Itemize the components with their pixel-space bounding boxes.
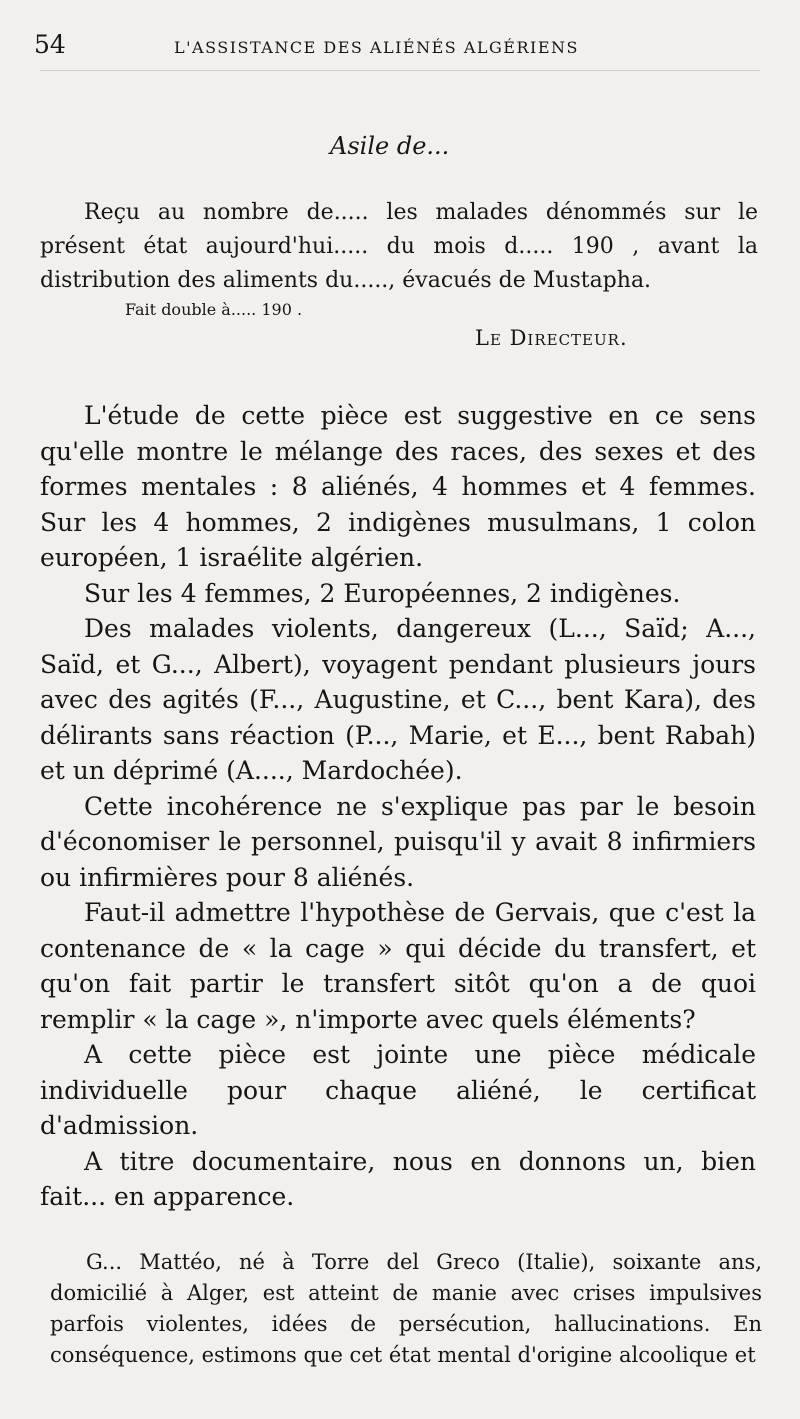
header-rule: [40, 70, 760, 71]
running-title: L'ASSISTANCE DES ALIÉNÉS ALGÉRIENS: [174, 38, 579, 57]
paragraph: A titre documentaire, nous en donnons un, bien fait... en apparence.: [40, 1146, 756, 1211]
paragraph: Faut-il admettre l'hypothèse de Gervais, que c'est la contenance de « la cage » qui décide du transfert, et qu'on fait partir le transfert sitôt qu'on a de quoi remplir « la cage », n'importe avec quels éléments?: [40, 898, 756, 1034]
page-header: [34, 30, 754, 60]
admission-certificate: G... Mattéo, né à Torre del Greco (Italie), soixante ans, domicilié à Alger, est atteint de manie avec crises impulsives parfois violentes, idées de persécution, hallucinations. En conséquence, estimons que cet état mental d'origine alcoolique et: [50, 1250, 762, 1367]
form-body: Reçu au nombre de..... les malades dénommés sur le présent état aujourd'hui..... du mois d..... 190 , avant la distribution des aliments du....., évacués de Mustapha.: [40, 200, 758, 293]
main-text: [40, 398, 756, 1215]
paragraph: A cette pièce est jointe une pièce médicale individuelle pour chaque aliéné, le certificat d'admission.: [40, 1040, 756, 1140]
form-signature: Le Directeur.: [475, 326, 628, 350]
paragraph: Des malades violents, dangereux (L..., Saïd; A..., Saïd, et G..., Albert), voyagent pendant plusieurs jours avec des agités (F..., Augustine, et C..., bent Kara), des délirants sans réaction (P..., Marie, et E..., bent Rabah) et un déprimé (A...., Mardochée).: [40, 614, 756, 785]
form-title: Asile de...: [330, 132, 450, 160]
paragraph: L'étude de cette pièce est suggestive en ce sens qu'elle montre le mélange des races, des sexes et des formes mentales : 8 aliénés, 4 hommes et 4 femmes. Sur les 4 hommes, 2 indigènes musulmans, 1 colon européen, 1 israélite algérien.: [40, 401, 756, 572]
form-fait-double: Fait double à..... 190 .: [125, 300, 303, 319]
paragraph: Sur les 4 femmes, 2 Européennes, 2 indigènes.: [84, 578, 681, 608]
paragraph: Cette incohérence ne s'explique pas par le besoin d'économiser le personnel, puisqu'il y avait 8 infirmiers ou infirmières pour 8 aliénés.: [40, 791, 756, 892]
page-number: 54: [34, 30, 66, 59]
